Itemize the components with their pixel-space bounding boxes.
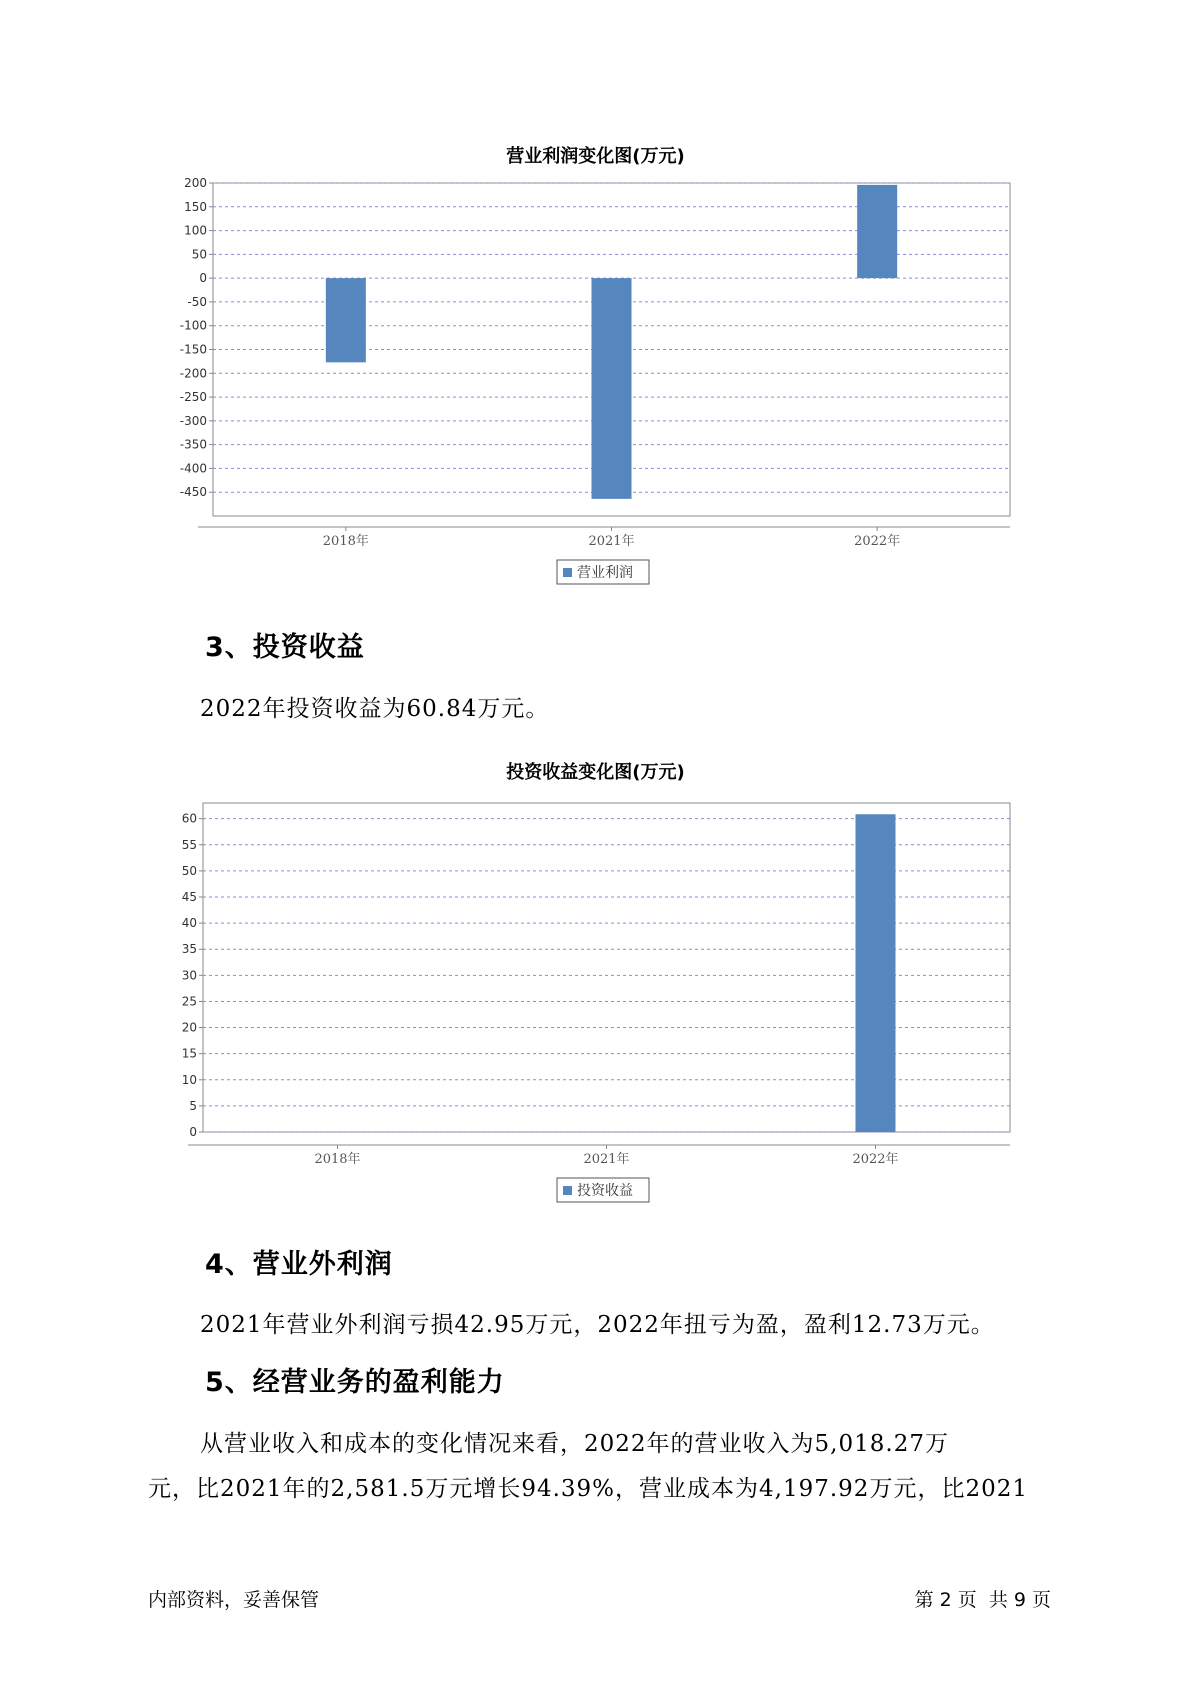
investment-income-chart [0, 795, 1191, 1215]
x-tick-label: 2022年 [854, 534, 901, 549]
section5-line1: 从营业收入和成本的变化情况来看，2022年的营业收入为5,018.27万 [200, 1431, 949, 1457]
y-tick-label: -150 [179, 342, 207, 357]
y-tick-label: 30 [181, 968, 197, 983]
y-tick-label: -250 [179, 390, 207, 405]
legend-label: 投资收益 [577, 1183, 633, 1199]
y-tick-label: 35 [181, 942, 197, 957]
y-tick-label: -300 [179, 413, 207, 428]
y-tick-label: -100 [179, 318, 207, 333]
y-tick-label: 5 [189, 1098, 197, 1113]
operating-profit-chart [0, 175, 1191, 595]
y-tick-label: 25 [181, 994, 197, 1009]
footer-page-number: 第 2 页 共 9 页 [914, 1589, 1051, 1611]
x-tick-label: 2018年 [314, 1152, 361, 1167]
y-tick-label: -450 [179, 485, 207, 500]
x-tick-label: 2021年 [583, 1152, 630, 1167]
y-tick-label: 40 [181, 916, 197, 931]
y-tick-label: 20 [181, 1020, 197, 1035]
legend-swatch [563, 568, 572, 577]
legend-swatch [563, 1186, 572, 1195]
section5-heading: 5、经营业务的盈利能力 [205, 1367, 505, 1398]
legend-label: 营业利润 [577, 565, 633, 581]
chart2-title: 投资收益变化图(万元) [506, 762, 685, 783]
section3-text: 2022年投资收益为60.84万元。 [200, 696, 550, 722]
y-tick-label: 45 [181, 890, 197, 904]
footer-confidential: 内部资料，妥善保管 [148, 1589, 320, 1611]
y-tick-label: 150 [184, 199, 207, 214]
y-tick-label: -350 [179, 437, 207, 452]
section4-heading: 4、营业外利润 [205, 1249, 393, 1280]
x-tick-label: 2018年 [322, 534, 369, 549]
bar [856, 814, 896, 1132]
bar [326, 278, 366, 362]
y-tick-label: -200 [179, 366, 207, 381]
y-tick-label: 55 [181, 837, 197, 852]
y-tick-label: 100 [184, 223, 207, 238]
y-tick-label: 0 [199, 271, 207, 286]
y-tick-label: 0 [189, 1125, 197, 1139]
y-tick-label: 200 [184, 176, 207, 190]
y-tick-label: 50 [181, 863, 197, 878]
section4-text: 2021年营业外利润亏损42.95万元，2022年扭亏为盈，盈利12.73万元。 [200, 1312, 995, 1338]
y-tick-label: 10 [181, 1072, 197, 1087]
section3-heading: 3、投资收益 [205, 632, 365, 663]
y-tick-label: -50 [187, 294, 207, 309]
y-tick-label: -400 [179, 461, 207, 476]
bar [592, 278, 632, 499]
x-tick-label: 2022年 [852, 1152, 899, 1167]
y-tick-label: 15 [181, 1046, 197, 1061]
x-tick-label: 2021年 [588, 534, 635, 549]
chart1-title: 营业利润变化图(万元) [506, 146, 685, 167]
bar [857, 185, 897, 278]
section5-line2: 元，比2021年的2,581.5万元增长94.39%，营业成本为4,197.92万元，比2021 [148, 1476, 1028, 1502]
y-tick-label: 60 [181, 811, 197, 826]
y-tick-label: 50 [191, 247, 207, 262]
